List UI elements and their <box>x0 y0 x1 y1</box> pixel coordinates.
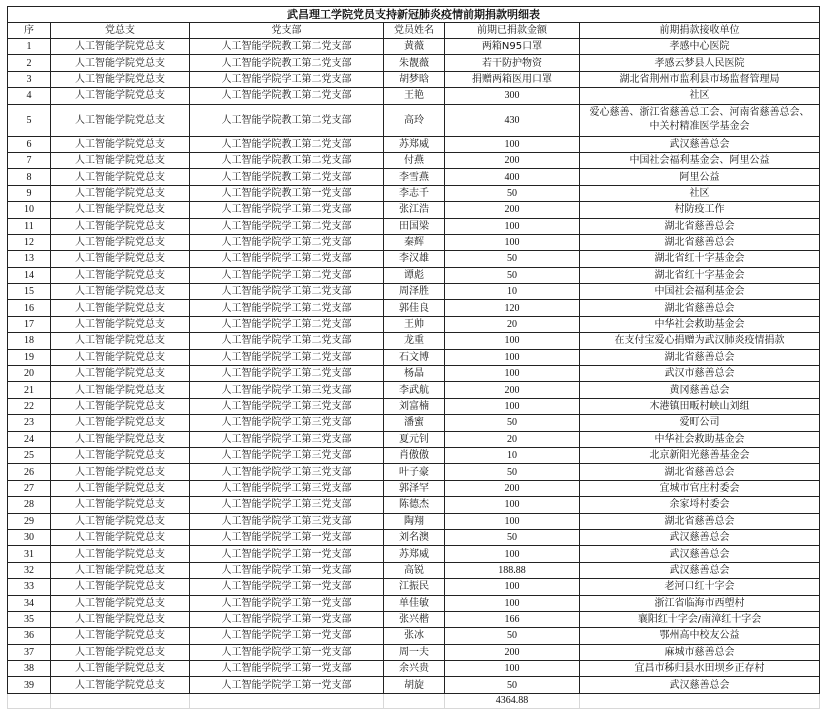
row-name: 苏郑威 <box>384 136 445 152</box>
row-amount: 50 <box>445 185 580 201</box>
row-name: 单佳敏 <box>384 595 445 611</box>
row-zhibu: 人工智能学院教工第二党支部 <box>190 55 384 71</box>
row-unit: 孝感云梦县人民医院 <box>580 55 820 71</box>
row-name: 王艳 <box>384 88 445 104</box>
row-zongzhi: 人工智能学院党总支 <box>51 513 190 529</box>
row-no: 29 <box>8 513 51 529</box>
table-row <box>8 104 820 136</box>
row-amount: 若干防护物资 <box>445 55 580 71</box>
row-name: 李志千 <box>384 185 445 201</box>
row-zhibu: 人工智能学院学工第一党支部 <box>190 562 384 578</box>
row-zhibu: 人工智能学院学工第二党支部 <box>190 349 384 365</box>
total-empty-4 <box>384 693 445 708</box>
row-unit: 武汉慈善总会 <box>580 136 820 152</box>
table-row <box>8 628 820 644</box>
row-amount: 100 <box>445 218 580 234</box>
row-zongzhi: 人工智能学院党总支 <box>51 366 190 382</box>
header-zhibu: 党支部 <box>190 23 384 39</box>
table-row <box>8 71 820 87</box>
row-zongzhi: 人工智能学院党总支 <box>51 595 190 611</box>
row-zhibu: 人工智能学院学工第一党支部 <box>190 677 384 693</box>
row-unit: 中华社会救助基金会 <box>580 431 820 447</box>
row-amount: 50 <box>445 529 580 545</box>
row-no: 30 <box>8 529 51 545</box>
row-amount: 50 <box>445 251 580 267</box>
table-row <box>8 202 820 218</box>
row-no: 2 <box>8 55 51 71</box>
row-unit: 社区 <box>580 88 820 104</box>
row-name: 黄薇 <box>384 39 445 55</box>
row-name: 余兴贵 <box>384 661 445 677</box>
row-name: 肖傲傲 <box>384 447 445 463</box>
table-row <box>8 611 820 627</box>
row-amount: 100 <box>445 333 580 349</box>
row-no: 9 <box>8 185 51 201</box>
row-zongzhi: 人工智能学院党总支 <box>51 251 190 267</box>
table-row <box>8 398 820 414</box>
row-zongzhi: 人工智能学院党总支 <box>51 333 190 349</box>
table-row <box>8 39 820 55</box>
row-no: 22 <box>8 398 51 414</box>
row-zongzhi: 人工智能学院党总支 <box>51 628 190 644</box>
row-amount: 捐赠两箱医用口罩 <box>445 71 580 87</box>
row-name: 潘蜜 <box>384 415 445 431</box>
row-amount: 100 <box>445 349 580 365</box>
row-zhibu: 人工智能学院教工第二党支部 <box>190 169 384 185</box>
row-name: 龙重 <box>384 333 445 349</box>
row-unit: 武汉慈善总会 <box>580 677 820 693</box>
donation-table <box>7 6 820 709</box>
row-zongzhi: 人工智能学院党总支 <box>51 169 190 185</box>
header-no: 序 <box>8 23 51 39</box>
row-amount: 100 <box>445 661 580 677</box>
row-amount: 10 <box>445 447 580 463</box>
row-zongzhi: 人工智能学院党总支 <box>51 415 190 431</box>
row-no: 34 <box>8 595 51 611</box>
row-zongzhi: 人工智能学院党总支 <box>51 88 190 104</box>
row-zongzhi: 人工智能学院党总支 <box>51 497 190 513</box>
row-name: 刘名澳 <box>384 529 445 545</box>
row-unit: 武汉慈善总会 <box>580 546 820 562</box>
table-row <box>8 529 820 545</box>
table-row <box>8 579 820 595</box>
row-no: 16 <box>8 300 51 316</box>
table-row <box>8 382 820 398</box>
row-zhibu: 人工智能学院学工第一党支部 <box>190 595 384 611</box>
row-no: 15 <box>8 284 51 300</box>
total-empty-1 <box>8 693 51 708</box>
table-row <box>8 169 820 185</box>
row-unit: 湖北省荆州市监利县市场监督管理局 <box>580 71 820 87</box>
row-amount: 10 <box>445 284 580 300</box>
table-row <box>8 218 820 234</box>
row-unit: 中国社会福利基金会 <box>580 284 820 300</box>
table-row <box>8 497 820 513</box>
row-unit: 在支付宝爱心捐赠为武汉肺炎疫情捐款 <box>580 333 820 349</box>
row-name: 苏郑威 <box>384 546 445 562</box>
row-zhibu: 人工智能学院教工第二党支部 <box>190 104 384 136</box>
row-amount: 50 <box>445 464 580 480</box>
row-no: 36 <box>8 628 51 644</box>
row-amount: 400 <box>445 169 580 185</box>
row-zhibu: 人工智能学院学工第三党支部 <box>190 513 384 529</box>
row-name: 张兴楷 <box>384 611 445 627</box>
row-unit: 襄阳红十字会/南漳红十字会 <box>580 611 820 627</box>
row-zhibu: 人工智能学院学工第二党支部 <box>190 234 384 250</box>
row-unit: 孝感中心医院 <box>580 39 820 55</box>
table-row <box>8 333 820 349</box>
row-amount: 200 <box>445 152 580 168</box>
row-zongzhi: 人工智能学院党总支 <box>51 39 190 55</box>
row-no: 28 <box>8 497 51 513</box>
table-row <box>8 267 820 283</box>
row-zongzhi: 人工智能学院党总支 <box>51 562 190 578</box>
row-no: 25 <box>8 447 51 463</box>
table-row <box>8 431 820 447</box>
row-no: 26 <box>8 464 51 480</box>
row-zhibu: 人工智能学院学工第二党支部 <box>190 333 384 349</box>
row-name: 李武航 <box>384 382 445 398</box>
row-amount: 100 <box>445 398 580 414</box>
row-zhibu: 人工智能学院教工第二党支部 <box>190 136 384 152</box>
table-row <box>8 661 820 677</box>
row-zongzhi: 人工智能学院党总支 <box>51 480 190 496</box>
row-name: 谭彪 <box>384 267 445 283</box>
row-zongzhi: 人工智能学院党总支 <box>51 71 190 87</box>
row-no: 23 <box>8 415 51 431</box>
row-zhibu: 人工智能学院学工第二党支部 <box>190 316 384 332</box>
row-unit: 湖北省慈善总会 <box>580 464 820 480</box>
row-name: 杨晶 <box>384 366 445 382</box>
row-amount: 166 <box>445 611 580 627</box>
row-name: 石文博 <box>384 349 445 365</box>
row-zhibu: 人工智能学院教工第二党支部 <box>190 39 384 55</box>
row-amount: 50 <box>445 628 580 644</box>
row-amount: 100 <box>445 234 580 250</box>
row-zongzhi: 人工智能学院党总支 <box>51 185 190 201</box>
row-unit: 社区 <box>580 185 820 201</box>
table-title: 武昌理工学院党员支持新冠肺炎疫情前期捐款明细表 <box>8 7 820 23</box>
row-no: 32 <box>8 562 51 578</box>
row-zongzhi: 人工智能学院党总支 <box>51 202 190 218</box>
row-zhibu: 人工智能学院学工第一党支部 <box>190 661 384 677</box>
row-name: 胡梦晗 <box>384 71 445 87</box>
table-row <box>8 300 820 316</box>
row-zhibu: 人工智能学院教工第二党支部 <box>190 88 384 104</box>
row-unit: 村防疫工作 <box>580 202 820 218</box>
row-name: 刘富楠 <box>384 398 445 414</box>
row-no: 17 <box>8 316 51 332</box>
row-zongzhi: 人工智能学院党总支 <box>51 644 190 660</box>
row-name: 周泽胜 <box>384 284 445 300</box>
row-zhibu: 人工智能学院学工第三党支部 <box>190 464 384 480</box>
row-no: 38 <box>8 661 51 677</box>
row-no: 31 <box>8 546 51 562</box>
row-no: 7 <box>8 152 51 168</box>
row-amount: 50 <box>445 267 580 283</box>
row-zongzhi: 人工智能学院党总支 <box>51 55 190 71</box>
row-name: 叶子豪 <box>384 464 445 480</box>
row-zongzhi: 人工智能学院党总支 <box>51 529 190 545</box>
row-zongzhi: 人工智能学院党总支 <box>51 661 190 677</box>
table-row <box>8 513 820 529</box>
row-name: 高锐 <box>384 562 445 578</box>
row-zhibu: 人工智能学院学工第二党支部 <box>190 284 384 300</box>
row-no: 8 <box>8 169 51 185</box>
row-zongzhi: 人工智能学院党总支 <box>51 152 190 168</box>
row-name: 付燕 <box>384 152 445 168</box>
table-row <box>8 546 820 562</box>
row-zhibu: 人工智能学院学工第三党支部 <box>190 398 384 414</box>
table-row <box>8 185 820 201</box>
row-name: 李雪燕 <box>384 169 445 185</box>
row-amount: 100 <box>445 546 580 562</box>
row-name: 夏元钊 <box>384 431 445 447</box>
row-zongzhi: 人工智能学院党总支 <box>51 447 190 463</box>
row-unit: 武汉慈善总会 <box>580 529 820 545</box>
row-unit: 宜城市官庄村委会 <box>580 480 820 496</box>
row-zhibu: 人工智能学院学工第三党支部 <box>190 447 384 463</box>
row-no: 6 <box>8 136 51 152</box>
row-zhibu: 人工智能学院学工第三党支部 <box>190 382 384 398</box>
row-unit: 湖北省慈善总会 <box>580 300 820 316</box>
table-row <box>8 136 820 152</box>
row-no: 5 <box>8 104 51 136</box>
row-zongzhi: 人工智能学院党总支 <box>51 398 190 414</box>
row-zongzhi: 人工智能学院党总支 <box>51 267 190 283</box>
total-empty-6 <box>580 693 820 708</box>
row-name: 郭泽罕 <box>384 480 445 496</box>
row-zongzhi: 人工智能学院党总支 <box>51 611 190 627</box>
row-amount: 300 <box>445 88 580 104</box>
table-row <box>8 644 820 660</box>
row-unit: 湖北省红十字基金会 <box>580 267 820 283</box>
row-unit: 木港镇田畈村峡山刘组 <box>580 398 820 414</box>
row-no: 1 <box>8 39 51 55</box>
row-no: 19 <box>8 349 51 365</box>
row-unit: 黄冈慈善总会 <box>580 382 820 398</box>
row-unit: 麻城市慈善总会 <box>580 644 820 660</box>
table-row <box>8 677 820 693</box>
row-amount: 100 <box>445 513 580 529</box>
row-amount: 200 <box>445 480 580 496</box>
row-name: 江振民 <box>384 579 445 595</box>
row-amount: 120 <box>445 300 580 316</box>
row-unit: 北京新阳光慈善基金会 <box>580 447 820 463</box>
row-no: 35 <box>8 611 51 627</box>
table-row <box>8 251 820 267</box>
table-row <box>8 152 820 168</box>
row-zongzhi: 人工智能学院党总支 <box>51 431 190 447</box>
table-row <box>8 464 820 480</box>
row-zhibu: 人工智能学院学工第二党支部 <box>190 251 384 267</box>
row-amount: 100 <box>445 579 580 595</box>
row-name: 周一夫 <box>384 644 445 660</box>
header-name: 党员姓名 <box>384 23 445 39</box>
row-unit: 阿里公益 <box>580 169 820 185</box>
header-row <box>8 23 820 39</box>
row-no: 11 <box>8 218 51 234</box>
row-no: 37 <box>8 644 51 660</box>
row-name: 张冰 <box>384 628 445 644</box>
row-amount: 430 <box>445 104 580 136</box>
row-no: 14 <box>8 267 51 283</box>
row-name: 高玲 <box>384 104 445 136</box>
table-row <box>8 234 820 250</box>
row-name: 张江浩 <box>384 202 445 218</box>
table-row <box>8 595 820 611</box>
header-unit: 前期捐款接收单位 <box>580 23 820 39</box>
row-name: 朱靓薇 <box>384 55 445 71</box>
total-row <box>8 693 820 708</box>
row-unit: 湖北省慈善总会 <box>580 218 820 234</box>
row-zongzhi: 人工智能学院党总支 <box>51 234 190 250</box>
row-name: 秦辉 <box>384 234 445 250</box>
row-unit: 爱町公司 <box>580 415 820 431</box>
row-zongzhi: 人工智能学院党总支 <box>51 677 190 693</box>
table-row <box>8 55 820 71</box>
row-zhibu: 人工智能学院学工第三党支部 <box>190 431 384 447</box>
row-zhibu: 人工智能学院学工第二党支部 <box>190 300 384 316</box>
row-unit: 中国社会福利基金会、阿里公益 <box>580 152 820 168</box>
row-no: 24 <box>8 431 51 447</box>
row-no: 18 <box>8 333 51 349</box>
row-zhibu: 人工智能学院学工第一党支部 <box>190 644 384 660</box>
table-row <box>8 284 820 300</box>
row-zongzhi: 人工智能学院党总支 <box>51 218 190 234</box>
row-zhibu: 人工智能学院学工第二党支部 <box>190 218 384 234</box>
row-unit: 浙江省临海市西塱村 <box>580 595 820 611</box>
row-zhibu: 人工智能学院学工第三党支部 <box>190 415 384 431</box>
row-amount: 20 <box>445 431 580 447</box>
row-amount: 188.88 <box>445 562 580 578</box>
table-row <box>8 415 820 431</box>
row-unit: 武汉市慈善总会 <box>580 366 820 382</box>
row-amount: 100 <box>445 366 580 382</box>
row-zhibu: 人工智能学院学工第三党支部 <box>190 480 384 496</box>
row-zongzhi: 人工智能学院党总支 <box>51 300 190 316</box>
row-name: 郭佳良 <box>384 300 445 316</box>
row-amount: 20 <box>445 316 580 332</box>
row-zhibu: 人工智能学院学工第三党支部 <box>190 497 384 513</box>
row-zongzhi: 人工智能学院党总支 <box>51 136 190 152</box>
row-unit: 中华社会救助基金会 <box>580 316 820 332</box>
table-row <box>8 316 820 332</box>
table-row <box>8 88 820 104</box>
row-name: 陶翔 <box>384 513 445 529</box>
row-no: 27 <box>8 480 51 496</box>
row-no: 13 <box>8 251 51 267</box>
row-unit: 武汉慈善总会 <box>580 562 820 578</box>
row-unit: 湖北省红十字基金会 <box>580 251 820 267</box>
row-unit: 湖北省慈善总会 <box>580 349 820 365</box>
row-zhibu: 人工智能学院学工第一党支部 <box>190 546 384 562</box>
row-amount: 100 <box>445 497 580 513</box>
row-amount: 200 <box>445 644 580 660</box>
row-name: 李汉雄 <box>384 251 445 267</box>
row-zongzhi: 人工智能学院党总支 <box>51 349 190 365</box>
row-zhibu: 人工智能学院学工第一党支部 <box>190 628 384 644</box>
row-name: 田国梁 <box>384 218 445 234</box>
row-name: 王帅 <box>384 316 445 332</box>
row-amount: 100 <box>445 595 580 611</box>
table-row <box>8 480 820 496</box>
row-no: 20 <box>8 366 51 382</box>
row-zhibu: 人工智能学院教工第一党支部 <box>190 185 384 201</box>
row-zhibu: 人工智能学院学工第二党支部 <box>190 202 384 218</box>
total-amount: 4364.88 <box>445 693 580 708</box>
row-zongzhi: 人工智能学院党总支 <box>51 579 190 595</box>
row-zongzhi: 人工智能学院党总支 <box>51 316 190 332</box>
total-empty-3 <box>190 693 384 708</box>
table-row <box>8 562 820 578</box>
total-empty-2 <box>51 693 190 708</box>
row-no: 4 <box>8 88 51 104</box>
row-no: 33 <box>8 579 51 595</box>
row-unit: 鄂州高中校友公益 <box>580 628 820 644</box>
row-zhibu: 人工智能学院学工第一党支部 <box>190 579 384 595</box>
header-amount: 前期已捐款金额 <box>445 23 580 39</box>
row-unit: 爱心慈善、浙江省慈善总工会、河南省慈善总会、中关村精准医学基金会 <box>580 104 820 136</box>
row-unit: 老河口红十字会 <box>580 579 820 595</box>
row-no: 12 <box>8 234 51 250</box>
row-name: 胡旋 <box>384 677 445 693</box>
row-zongzhi: 人工智能学院党总支 <box>51 284 190 300</box>
row-unit: 宜昌市秭归县水田坝乡正存村 <box>580 661 820 677</box>
row-no: 39 <box>8 677 51 693</box>
row-no: 10 <box>8 202 51 218</box>
row-amount: 50 <box>445 677 580 693</box>
row-unit: 湖北省慈善总会 <box>580 513 820 529</box>
row-amount: 50 <box>445 415 580 431</box>
row-zhibu: 人工智能学院学工第一党支部 <box>190 611 384 627</box>
row-unit: 余家埒村委会 <box>580 497 820 513</box>
row-zhibu: 人工智能学院学工第二党支部 <box>190 267 384 283</box>
row-zongzhi: 人工智能学院党总支 <box>51 464 190 480</box>
row-zhibu: 人工智能学院学工第一党支部 <box>190 529 384 545</box>
table-row <box>8 366 820 382</box>
table-row <box>8 447 820 463</box>
row-zongzhi: 人工智能学院党总支 <box>51 104 190 136</box>
row-no: 3 <box>8 71 51 87</box>
row-zhibu: 人工智能学院学工第二党支部 <box>190 71 384 87</box>
row-unit: 湖北省慈善总会 <box>580 234 820 250</box>
row-zongzhi: 人工智能学院党总支 <box>51 382 190 398</box>
row-amount: 200 <box>445 202 580 218</box>
row-zhibu: 人工智能学院教工第二党支部 <box>190 152 384 168</box>
row-amount: 200 <box>445 382 580 398</box>
row-amount: 100 <box>445 136 580 152</box>
table-row <box>8 349 820 365</box>
header-zongzhi: 党总支 <box>51 23 190 39</box>
row-name: 陈德杰 <box>384 497 445 513</box>
row-no: 21 <box>8 382 51 398</box>
row-zhibu: 人工智能学院学工第二党支部 <box>190 366 384 382</box>
row-zongzhi: 人工智能学院党总支 <box>51 546 190 562</box>
row-amount: 两箱N95口罩 <box>445 39 580 55</box>
